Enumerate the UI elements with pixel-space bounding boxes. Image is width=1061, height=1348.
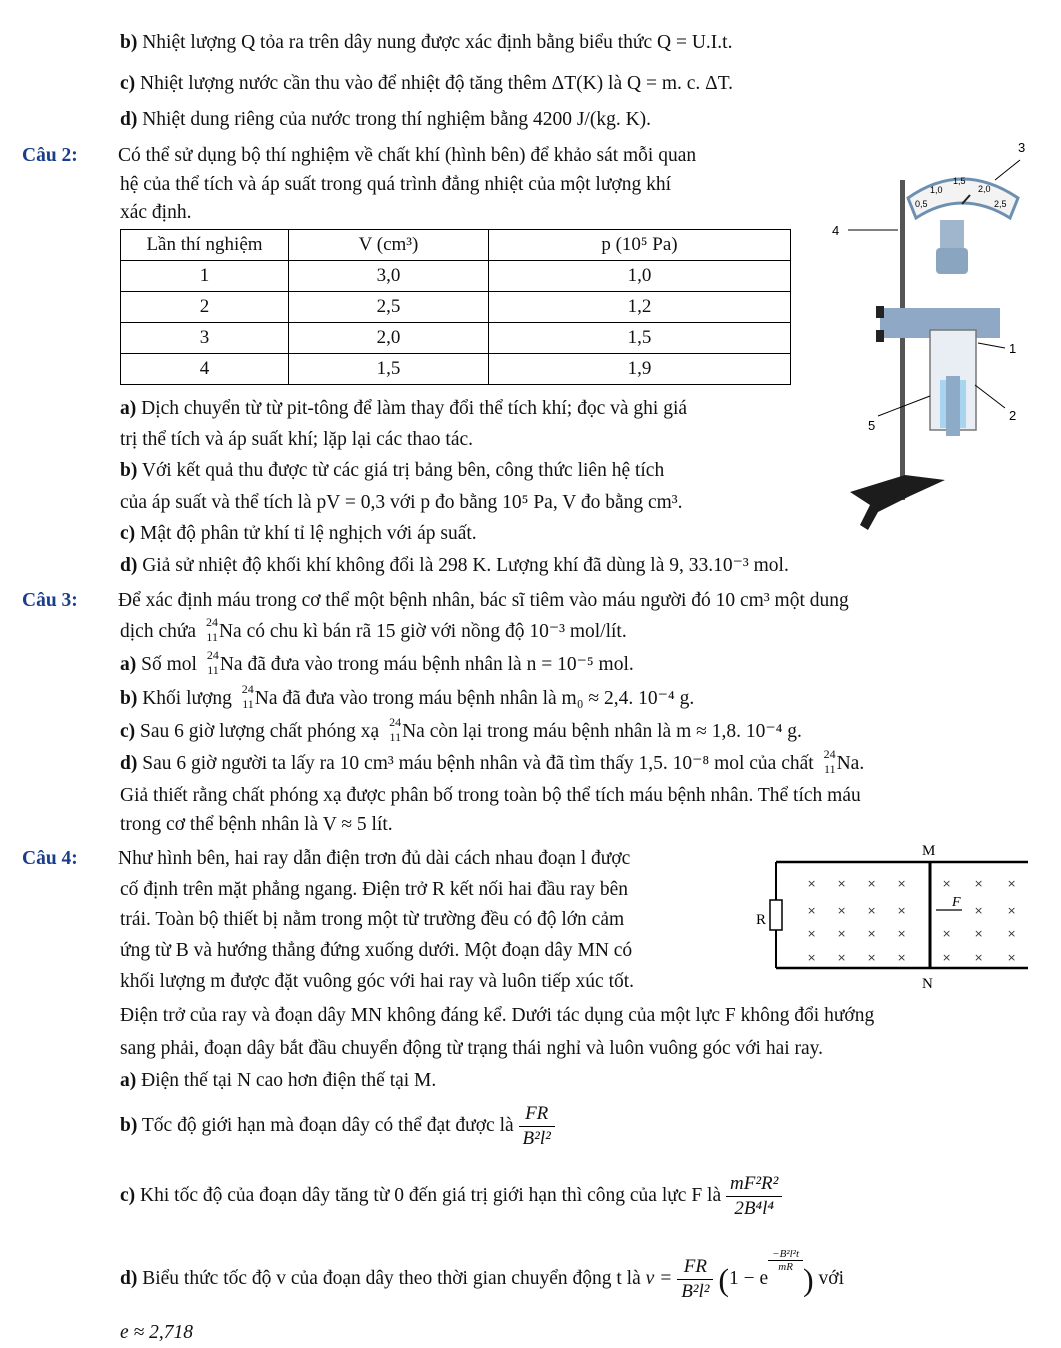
q2-item-b-line2: của áp suất và thể tích là pV = 0,3 với p đo bằng 10⁵ Pa, V đo bằng cm³. (120, 492, 683, 513)
gauge-tick-label: 0,5 (915, 199, 928, 209)
gauge-tick-label: 2,5 (994, 199, 1007, 209)
q2-item-d: d) Giả sử nhiệt độ khối khí không đổi là 298 K. Lượng khí đã dùng là 9, 33.10⁻³ mol. (120, 555, 789, 576)
svg-text:×: × (837, 927, 847, 940)
svg-text:×: × (837, 904, 847, 917)
svg-text:×: × (974, 904, 984, 917)
nuclide-na24: 24 11 (205, 615, 218, 644)
q1-item-b: b) Nhiệt lượng Q tỏa ra trên dây nung được xác định bằng biểu thức Q = U.I.t. (120, 32, 733, 53)
q2-intro-line2: hệ của thể tích và áp suất trong quá trình đẳng nhiệt của một lượng khí (120, 174, 672, 195)
magnetic-field-crosses (807, 877, 1016, 964)
callout-label: 1 (1009, 341, 1017, 356)
q2-intro-line3: xác định. (120, 202, 192, 223)
q4-intro-line2: cố định trên mặt phẳng ngang. Điện trở R kết nối hai đầu ray bên (120, 879, 628, 900)
svg-text:×: × (897, 951, 907, 964)
label-M: M (922, 843, 936, 859)
q4-intro-line3: trái. Toàn bộ thiết bị nằm trong một từ trường đều có độ lớn cảm (120, 909, 625, 930)
q3-intro-line2: dịch chứa 24 11 Na có chu kì bán rã 15 giờ với nồng độ 10⁻³ mol/lít. (120, 615, 627, 644)
q4-intro-line1: Câu 4: Như hình bên, hai ray dẫn điện trơn đủ dài cách nhau đoạn l được (22, 848, 631, 869)
table-header-cell: V (cm³) (289, 230, 489, 261)
rails-magnetic-field-figure (752, 840, 1032, 992)
q3-item-d-line3: trong cơ thể bệnh nhân là V ≈ 5 lít. (120, 814, 393, 835)
table-cell: 1 (121, 261, 289, 292)
svg-text:×: × (974, 877, 984, 890)
resistor (770, 900, 782, 930)
table-row (121, 323, 791, 354)
table-row (121, 261, 791, 292)
fraction-terminal-speed: $\frac{FR}{\text{B²l²}}$ (519, 1102, 555, 1151)
label-R: R (756, 912, 767, 928)
svg-text:×: × (867, 904, 877, 917)
piston-rod (946, 376, 960, 436)
stand-base (850, 475, 945, 530)
label-F: F (952, 895, 961, 910)
table-cell: 3,0 (289, 261, 489, 292)
q4-item-b: b) Tốc độ giới hạn mà đoạn dây có thể đạt được là $\frac{FR}{\text{B²l²}}$ (120, 1100, 555, 1152)
table-header-cell: Lần thí nghiệm (121, 230, 289, 261)
q4-item-a: a) Điện thế tại N cao hơn điện thế tại M. (120, 1070, 437, 1091)
svg-text:×: × (807, 877, 817, 890)
q3-item-d: d) Sau 6 giờ người ta lấy ra 10 cm³ máu bệnh nhân và đã tìm thấy 1,5. 10⁻⁸ mol của chất 24 11 Na. (120, 747, 865, 776)
svg-text:×: × (942, 877, 952, 890)
svg-text:×: × (867, 951, 877, 964)
q4-item-d: d) Biểu thức tốc độ v của đoạn dây theo thời gian chuyển động t là v = $\frac{FR}{\text{B²l²}}$ (1 − e $\frac{\text{−B²l²t}}{mR}$ ) với (120, 1248, 845, 1303)
clamp-screw (876, 306, 884, 318)
svg-text:×: × (837, 877, 847, 890)
table-cell: 1,0 (489, 261, 791, 292)
table-header-row (121, 230, 791, 261)
svg-text:×: × (1007, 927, 1017, 940)
q2-item-a-line2: trị thể tích và áp suất khí; lặp lại các thao tác. (120, 429, 474, 450)
table-row (121, 292, 791, 323)
table-row (121, 354, 791, 385)
q4-item-c: c) Khi tốc độ của đoạn dây tăng từ 0 đến giá trị giới hạn thì công của lực F là $\frac{\text{mF²R²}}{\text{2B⁴l⁴}}$ (120, 1170, 782, 1222)
callout-label: 3 (1018, 140, 1026, 155)
callout-label: 2 (1009, 408, 1017, 423)
table-cell: 1,9 (489, 354, 791, 385)
q1-item-c: c) Nhiệt lượng nước cần thu vào để nhiệt độ tăng thêm ΔT(K) là Q = m. c. ΔT. (120, 73, 734, 94)
label-N: N (922, 976, 933, 992)
svg-text:×: × (807, 904, 817, 917)
q4-e-value: e ≈ 2,718 (120, 1322, 193, 1343)
exponent-fraction: $\frac{\text{−B²l²t}}{mR}$ (768, 1248, 803, 1273)
table-cell: 2 (121, 292, 289, 323)
svg-text:×: × (867, 877, 877, 890)
svg-text:×: × (837, 951, 847, 964)
svg-text:×: × (942, 927, 952, 940)
pressure-gauge (908, 176, 1018, 218)
q4-intro-line6: Điện trở của ray và đoạn dây MN không đáng kể. Dưới tác dụng của một lực F không đổi hướng (120, 1005, 875, 1026)
q2-data-table (120, 229, 791, 385)
stand-rod (900, 180, 905, 500)
svg-text:×: × (897, 877, 907, 890)
table-cell: 2,5 (289, 292, 489, 323)
table-header-cell: p (10⁵ Pa) (489, 230, 791, 261)
table-cell: 4 (121, 354, 289, 385)
table-cell: 2,0 (289, 323, 489, 354)
q3-item-a: a) Số mol 24 11 Na đã đưa vào trong máu bệnh nhân là n = 10⁻⁵ mol. (120, 648, 634, 677)
q2-item-a-line1: a) Dịch chuyển từ từ pit-tông để làm thay đổi thể tích khí; đọc và ghi giá (120, 398, 688, 419)
gauge-tick-label: 1,0 (930, 185, 943, 195)
svg-text:×: × (1007, 877, 1017, 890)
gas-apparatus-figure (820, 140, 1050, 540)
q3-intro-line1: Câu 3: Để xác định máu trong cơ thể một bệnh nhân, bác sĩ tiêm vào máu người đó 10 cm³ một dung (22, 590, 849, 611)
gauge-nut (936, 248, 968, 274)
svg-text:×: × (807, 927, 817, 940)
svg-text:×: × (897, 927, 907, 940)
callout-label: 5 (868, 418, 876, 433)
q1-item-d: d) Nhiệt dung riêng của nước trong thí nghiệm bằng 4200 J/(kg. K). (120, 109, 652, 130)
svg-text:×: × (1007, 904, 1017, 917)
q4-intro-line4: ứng từ B và hướng thẳng đứng xuống dưới. Một đoạn dây MN có (120, 940, 633, 961)
gauge-tick-label: 1,5 (953, 176, 966, 186)
q2-intro-line1: Câu 2: Có thể sử dụng bộ thí nghiệm về chất khí (hình bên) để khảo sát mỗi quan (22, 145, 697, 166)
callout-label: 4 (832, 223, 840, 238)
fraction-speed: $\frac{FR}{\text{B²l²}}$ (677, 1255, 713, 1304)
table-cell: 3 (121, 323, 289, 354)
svg-text:×: × (1007, 951, 1017, 964)
table-cell: 1,5 (289, 354, 489, 385)
q2-item-c: c) Mật độ phân tử khí tỉ lệ nghịch với áp suất. (120, 523, 477, 544)
svg-text:×: × (807, 951, 817, 964)
q4-intro-line5: khối lượng m được đặt vuông góc với hai ray và luôn tiếp xúc tốt. (120, 971, 635, 992)
q3-item-c: c) Sau 6 giờ lượng chất phóng xạ 24 11 Na còn lại trong máu bệnh nhân là m ≈ 1,8. 10⁻⁴ g. (120, 715, 802, 744)
fraction-work: $\frac{\text{mF²R²}}{\text{2B⁴l⁴}}$ (726, 1172, 782, 1221)
gauge-tick-label: 2,0 (978, 184, 991, 194)
svg-text:×: × (897, 904, 907, 917)
svg-text:×: × (942, 951, 952, 964)
svg-text:×: × (974, 951, 984, 964)
svg-text:×: × (867, 927, 877, 940)
table-cell: 1,5 (489, 323, 791, 354)
q4-intro-line7: sang phải, đoạn dây bắt đầu chuyển động từ trạng thái nghỉ và luôn vuông góc với hai ray. (120, 1038, 824, 1059)
q2-item-b-line1: b) Với kết quả thu được từ các giá trị bảng bên, công thức liên hệ tích (120, 460, 665, 481)
q3-item-d-line2: Giả thiết rằng chất phóng xạ được phân bố trong toàn bộ thể tích máu bệnh nhân. Thể tích máu (120, 785, 861, 806)
clamp-screw (876, 330, 884, 342)
svg-text:×: × (974, 927, 984, 940)
table-cell: 1,2 (489, 292, 791, 323)
q3-item-b: b) Khối lượng 24 11 Na đã đưa vào trong máu bệnh nhân là m₀ ≈ 2,4. 10⁻⁴ g. (120, 682, 695, 711)
